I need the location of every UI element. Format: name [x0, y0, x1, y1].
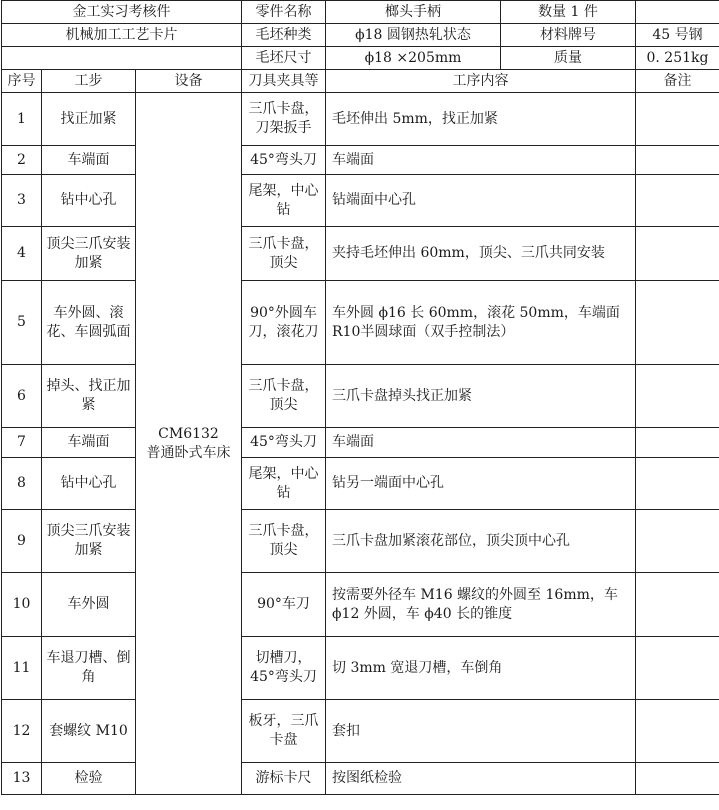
- quantity-value: 数量 1 件: [538, 4, 598, 20]
- row-tools: 90°外圆车刀，滚花刀: [242, 281, 326, 365]
- row-content: 车端面: [326, 146, 636, 175]
- part-name-quantity-cell: [326, 1, 636, 24]
- blank-size-value: ϕ18 ×205mm: [326, 47, 501, 69]
- row-remark: [636, 573, 719, 637]
- table-row: [2, 281, 719, 365]
- row-remark: [636, 763, 719, 795]
- empty-header-cell: [636, 1, 719, 24]
- row-content: 三爪卡盘掉头找正加紧: [326, 365, 636, 428]
- row-tools: 三爪卡盘，顶尖: [242, 510, 326, 573]
- row-step: 找正加紧: [42, 93, 136, 146]
- table-row: [2, 93, 719, 146]
- blank-size-mass-cell: [326, 47, 636, 70]
- equipment-model: CM6132: [158, 425, 219, 442]
- table-row: [2, 175, 719, 227]
- row-seq: 8: [2, 458, 42, 510]
- table-row: [2, 510, 719, 573]
- table-row: [2, 637, 719, 700]
- row-content: 车端面: [326, 428, 636, 458]
- table-row: [2, 146, 719, 175]
- row-seq: 12: [2, 700, 42, 763]
- row-seq: 10: [2, 573, 42, 637]
- part-name-value: 榔头手柄: [326, 1, 501, 23]
- table-row: [2, 700, 719, 763]
- row-step: 钻中心孔: [42, 175, 136, 227]
- equipment-name: 普通卧式车床: [146, 444, 231, 461]
- row-remark: [636, 510, 719, 573]
- row-seq: 11: [2, 637, 42, 700]
- row-tools: 切槽刀，45°弯头刀: [242, 637, 326, 700]
- row-seq: 6: [2, 365, 42, 428]
- row-remark: [636, 428, 719, 458]
- column-header-equipment: 设备: [136, 70, 242, 93]
- row-tools: 板牙，三爪卡盘: [242, 700, 326, 763]
- table-row: [2, 428, 719, 458]
- row-tools: 90°车刀: [242, 573, 326, 637]
- header-row-2: [2, 24, 719, 47]
- mass-label: 质量: [554, 50, 582, 66]
- row-step: 车端面: [42, 428, 136, 458]
- table-row: [2, 763, 719, 795]
- row-remark: [636, 175, 719, 227]
- row-tools: 三爪卡盘，顶尖: [242, 365, 326, 428]
- row-remark: [636, 227, 719, 281]
- row-seq: 2: [2, 146, 42, 175]
- blank-material-cell: [326, 24, 636, 47]
- row-remark: [636, 146, 719, 175]
- row-step: 掉头、找正加紧: [42, 365, 136, 428]
- mass-value: 0. 251kg: [636, 47, 719, 70]
- row-remark: [636, 458, 719, 510]
- row-seq: 9: [2, 510, 42, 573]
- card-title: 机械加工工艺卡片: [2, 24, 242, 47]
- row-tools: 45°弯头刀: [242, 428, 326, 458]
- row-step: 车端面: [42, 146, 136, 175]
- blank-type-label: 毛坯种类: [242, 24, 326, 47]
- row-step: 套螺纹 M10: [42, 700, 136, 763]
- table-row: [2, 365, 719, 428]
- row-content: 钻端面中心孔: [326, 175, 636, 227]
- column-header-remark: 备注: [636, 70, 719, 93]
- row-step: 车退刀槽、倒角: [42, 637, 136, 700]
- column-header-tools: 刀具夹具等: [242, 70, 326, 93]
- column-header-row: [2, 70, 719, 93]
- row-seq: 13: [2, 763, 42, 795]
- equipment-cell: [136, 93, 242, 795]
- row-content: 毛坯伸出 5mm，找正加紧: [326, 93, 636, 146]
- row-seq: 5: [2, 281, 42, 365]
- row-step: 车外圆、滚花、车圆弧面: [42, 281, 136, 365]
- header-row-3: [2, 47, 719, 70]
- row-tools: 游标卡尺: [242, 763, 326, 795]
- process-card-table: [1, 0, 719, 795]
- row-seq: 1: [2, 93, 42, 146]
- row-remark: [636, 281, 719, 365]
- empty-header-cell-2: [2, 47, 242, 70]
- card-header-title: 金工实习考核件: [2, 1, 242, 24]
- row-step: 顶尖三爪安装加紧: [42, 227, 136, 281]
- row-step: 检验: [42, 763, 136, 795]
- row-content: 切 3mm 宽退刀槽，车倒角: [326, 637, 636, 700]
- row-content: 钻另一端面中心孔: [326, 458, 636, 510]
- column-header-step: 工步: [42, 70, 136, 93]
- header-row-1: [2, 1, 719, 24]
- row-tools: 尾架，中心钻: [242, 458, 326, 510]
- row-seq: 7: [2, 428, 42, 458]
- table-row: [2, 458, 719, 510]
- blank-type-value: ϕ18 圆钢热轧状态: [326, 24, 501, 46]
- row-content: 车外圆 ϕ16 长 60mm，滚花 50mm，车端面 R10半圆球面（双手控制法）: [326, 281, 636, 365]
- material-value: 45 号钢: [636, 24, 719, 47]
- row-remark: [636, 365, 719, 428]
- row-remark: [636, 93, 719, 146]
- row-content: 套扣: [326, 700, 636, 763]
- row-step: 钻中心孔: [42, 458, 136, 510]
- row-content: 三爪卡盘加紧滚花部位，顶尖顶中心孔: [326, 510, 636, 573]
- row-remark: [636, 700, 719, 763]
- table-row: [2, 573, 719, 637]
- blank-size-label: 毛坯尺寸: [242, 47, 326, 70]
- part-name-label: 零件名称: [242, 1, 326, 24]
- row-seq: 3: [2, 175, 42, 227]
- column-header-content: 工序内容: [326, 70, 636, 93]
- row-content: 按图纸检验: [326, 763, 636, 795]
- material-label: 材料牌号: [540, 27, 596, 43]
- table-row: [2, 227, 719, 281]
- row-remark: [636, 637, 719, 700]
- row-tools: 三爪卡盘，刀架扳手: [242, 93, 326, 146]
- row-tools: 三爪卡盘，顶尖: [242, 227, 326, 281]
- row-content: 夹持毛坯伸出 60mm，顶尖、三爪共同安装: [326, 227, 636, 281]
- row-step: 车外圆: [42, 573, 136, 637]
- row-content: 按需要外径车 M16 螺纹的外圆至 16mm，车 ϕ12 外圆，车 ϕ40 长的锥度: [326, 573, 636, 637]
- row-step: 顶尖三爪安装加紧: [42, 510, 136, 573]
- row-seq: 4: [2, 227, 42, 281]
- row-tools: 尾架，中心钻: [242, 175, 326, 227]
- column-header-seq: 序号: [2, 70, 42, 93]
- row-tools: 45°弯头刀: [242, 146, 326, 175]
